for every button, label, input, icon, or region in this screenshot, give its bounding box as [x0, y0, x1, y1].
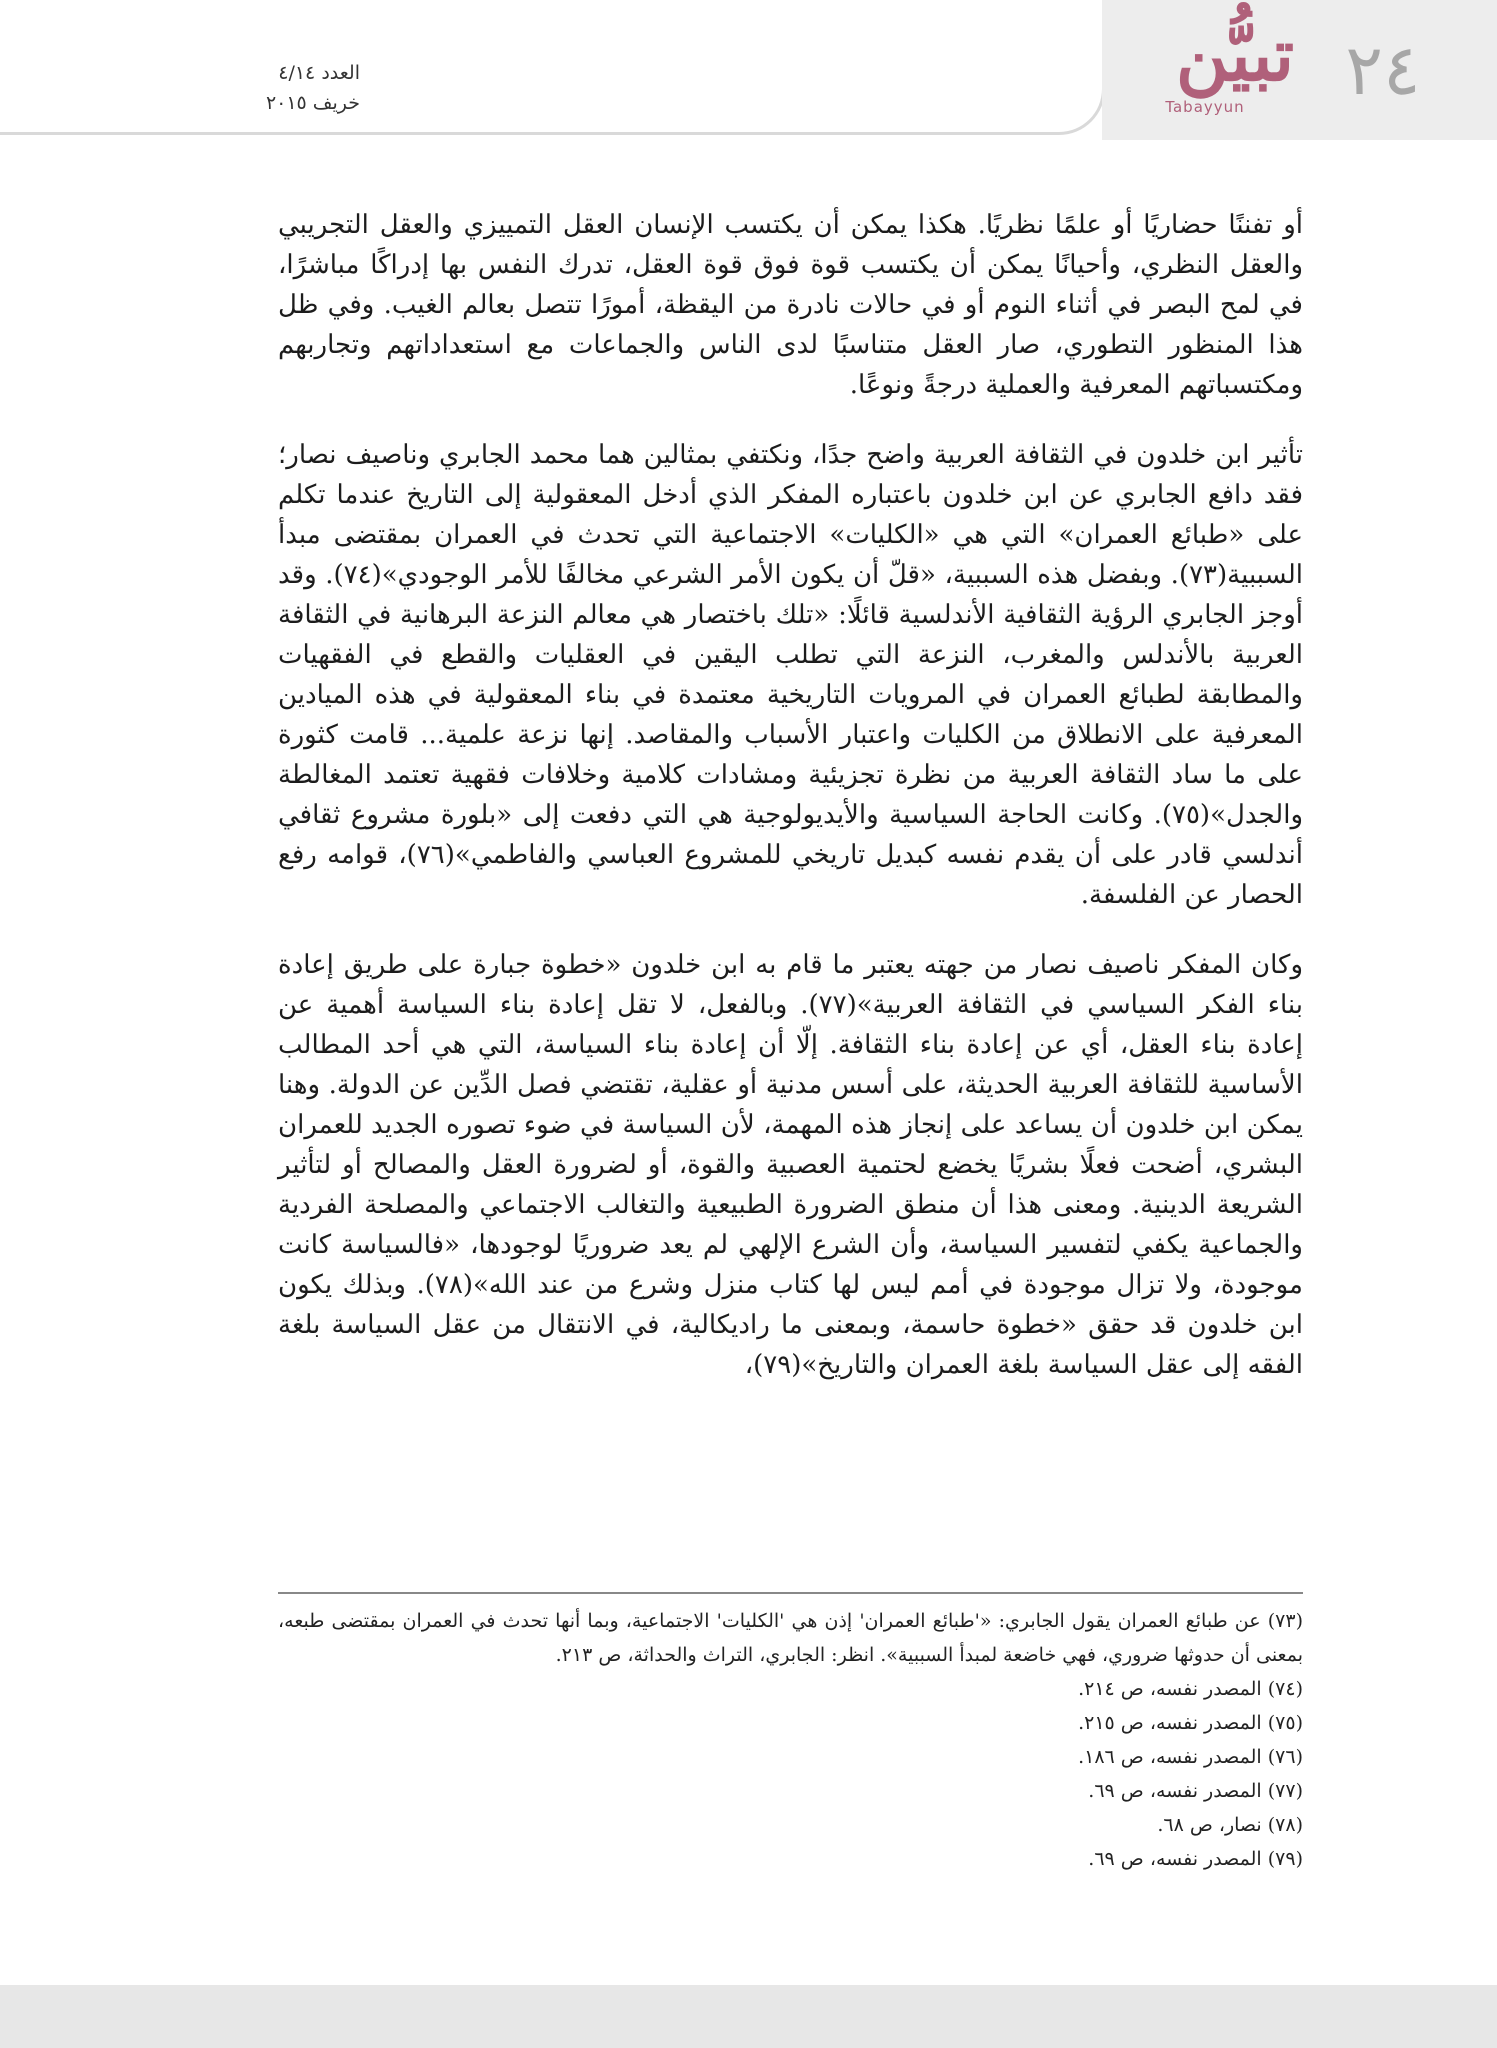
issue-label: العدد ٤/١٤: [278, 62, 360, 84]
footnote: (٧٤) المصدر نفسه، ص ٢١٤.: [1078, 1678, 1303, 1700]
issue-info: [260, 58, 360, 118]
page-number: ٢٤: [1345, 29, 1421, 111]
footnote: (٧٥) المصدر نفسه، ص ٢١٥.: [1078, 1712, 1303, 1734]
issue-season: خريف ٢٠١٥: [265, 92, 360, 114]
body-paragraph: تأثير ابن خلدون في الثقافة العربية واضح جدًا، ونكتفي بمثالين هما محمد الجابري وناصيف نصار؛ فقد دافع الجابري عن ابن خلدون باعتباره المفكر الذي أدخل المعقولية إلى التاريخ عندما تكلم على «طبائع العمران» التي هي «الكليات» الاجتماعية التي تحدث في العمران بمقتضى مبدأ السببية(٧٣). وبفضل هذه السببية، «قلّ أن يكون الأمر الشرعي مخالفًا للأمر الوجودي»(٧٤). وقد أوجز الجابري الرؤية الثقافية الأندلسية قائلًا: «تلك باختصار هي معالم النزعة البرهانية في الثقافة العربية بالأندلس والمغرب، النزعة التي تطلب اليقين في العقليات والقطع في الفقهيات والمطابقة لطبائع العمران في المرويات التاريخية معتمدة في بناء المعقولية في هذه الميادين المعرفية على الانطلاق من الكليات واعتبار الأسباب والمقاصد. إنها نزعة علمية... قامت كثورة على ما ساد الثقافة العربية من نظرة تجزيئية ومشادات كلامية وخلافات فقهية تعتمد المغالطة والجدل»(٧٥). وكانت الحاجة السياسية والأيديولوجية هي التي دفعت إلى «بلورة مشروع ثقافي أندلسي قادر على أن يقدم نفسه كبديل تاريخي للمشروع العباسي والفاطمي»(٧٦)، قوامه رفع الحصار عن الفلسفة.: [278, 440, 1303, 910]
footnote: (٧٣) عن طبائع العمران يقول الجابري: «'طبائع العمران' إذن هي 'الكليات' الاجتماعية، وبما أنها تحدث في العمران بمقتضى طبعه، بمعنى أن حدوثها ضروري، فهي خاضعة لمبدأ السببية». انظر: الجابري، التراث والحداثة، ص ٢١٣.: [278, 1610, 1303, 1666]
body-paragraph: وكان المفكر ناصيف نصار من جهته يعتبر ما قام به ابن خلدون «خطوة جبارة على طريق إعادة بناء الفكر السياسي في الثقافة العربية»(٧٧). وبالفعل، لا تقل إعادة بناء السياسة أهمية عن إعادة بناء العقل، أي عن إعادة بناء الثقافة. إلّا أن إعادة بناء السياسة، التي هي أحد المطالب الأساسية للثقافة العربية الحديثة، على أسس مدنية أو عقلية، تقتضي فصل الدِّين عن الدولة. وهنا يمكن ابن خلدون أن يساعد على إنجاز هذه المهمة، لأن السياسة في ضوء تصوره الجديد للعمران البشري، أضحت فعلًا بشريًا يخضع لحتمية العصبية والقوة، أو لضرورة العقل والمصالح أو لتأثير الشريعة الدينية. ومعنى هذا أن منطق الضرورة الطبيعية والتغالب الاجتماعي والمصلحة الفردية والجماعية يكفي لتفسير السياسة، وأن الشرع الإلهي لم يعد ضروريًا لوجودها، «فالسياسة كانت موجودة، ولا تزال موجودة في أمم ليس لها كتاب منزل وشرع من عند الله»(٧٨). وبذلك يكون ابن خلدون قد حقق «خطوة حاسمة، وبمعنى ما راديكالية، في الانتقال من عقل السياسة بلغة الفقه إلى عقل السياسة بلغة العمران والتاريخ»(٧٩)،: [278, 950, 1303, 1380]
footnotes: [278, 1592, 1303, 1876]
page-footer-bar: [0, 1985, 1497, 2048]
footnote: (٧٨) نصار، ص ٦٨.: [1157, 1814, 1303, 1836]
header-panel: [0, 0, 1105, 135]
footnote: (٧٦) المصدر نفسه، ص ١٨٦.: [1078, 1746, 1303, 1768]
page-header: [0, 0, 1497, 140]
body-paragraph: أو تفننًا حضاريًا أو علمًا نظريًا. هكذا يمكن أن يكتسب الإنسان العقل التمييزي والعقل التجريبي والعقل النظري، وأحيانًا يمكن أن يكتسب قوة فوق قوة العقل، تدرك النفس بها إدراكًا مباشرًا، في لمح البصر في أثناء النوم أو في حالات نادرة من اليقظة، أمورًا تتصل بعالم الغيب. وفي ظل هذا المنظور التطوري، صار العقل متناسبًا لدى الناس والجماعات مع استعداداتهم وتجاربهم ومكتسباتهم المعرفية والعملية درجةً ونوعًا.: [278, 210, 1303, 400]
logo-arabic-text: تبيُّن: [1175, 12, 1295, 97]
footnote: (٧٩) المصدر نفسه، ص ٦٩.: [1088, 1848, 1303, 1870]
logo-latin-text: Tabayyun: [1165, 98, 1245, 116]
footnote: (٧٧) المصدر نفسه، ص ٦٩.: [1088, 1780, 1303, 1802]
article-body: [278, 205, 1303, 1415]
journal-logo: [1130, 12, 1330, 125]
